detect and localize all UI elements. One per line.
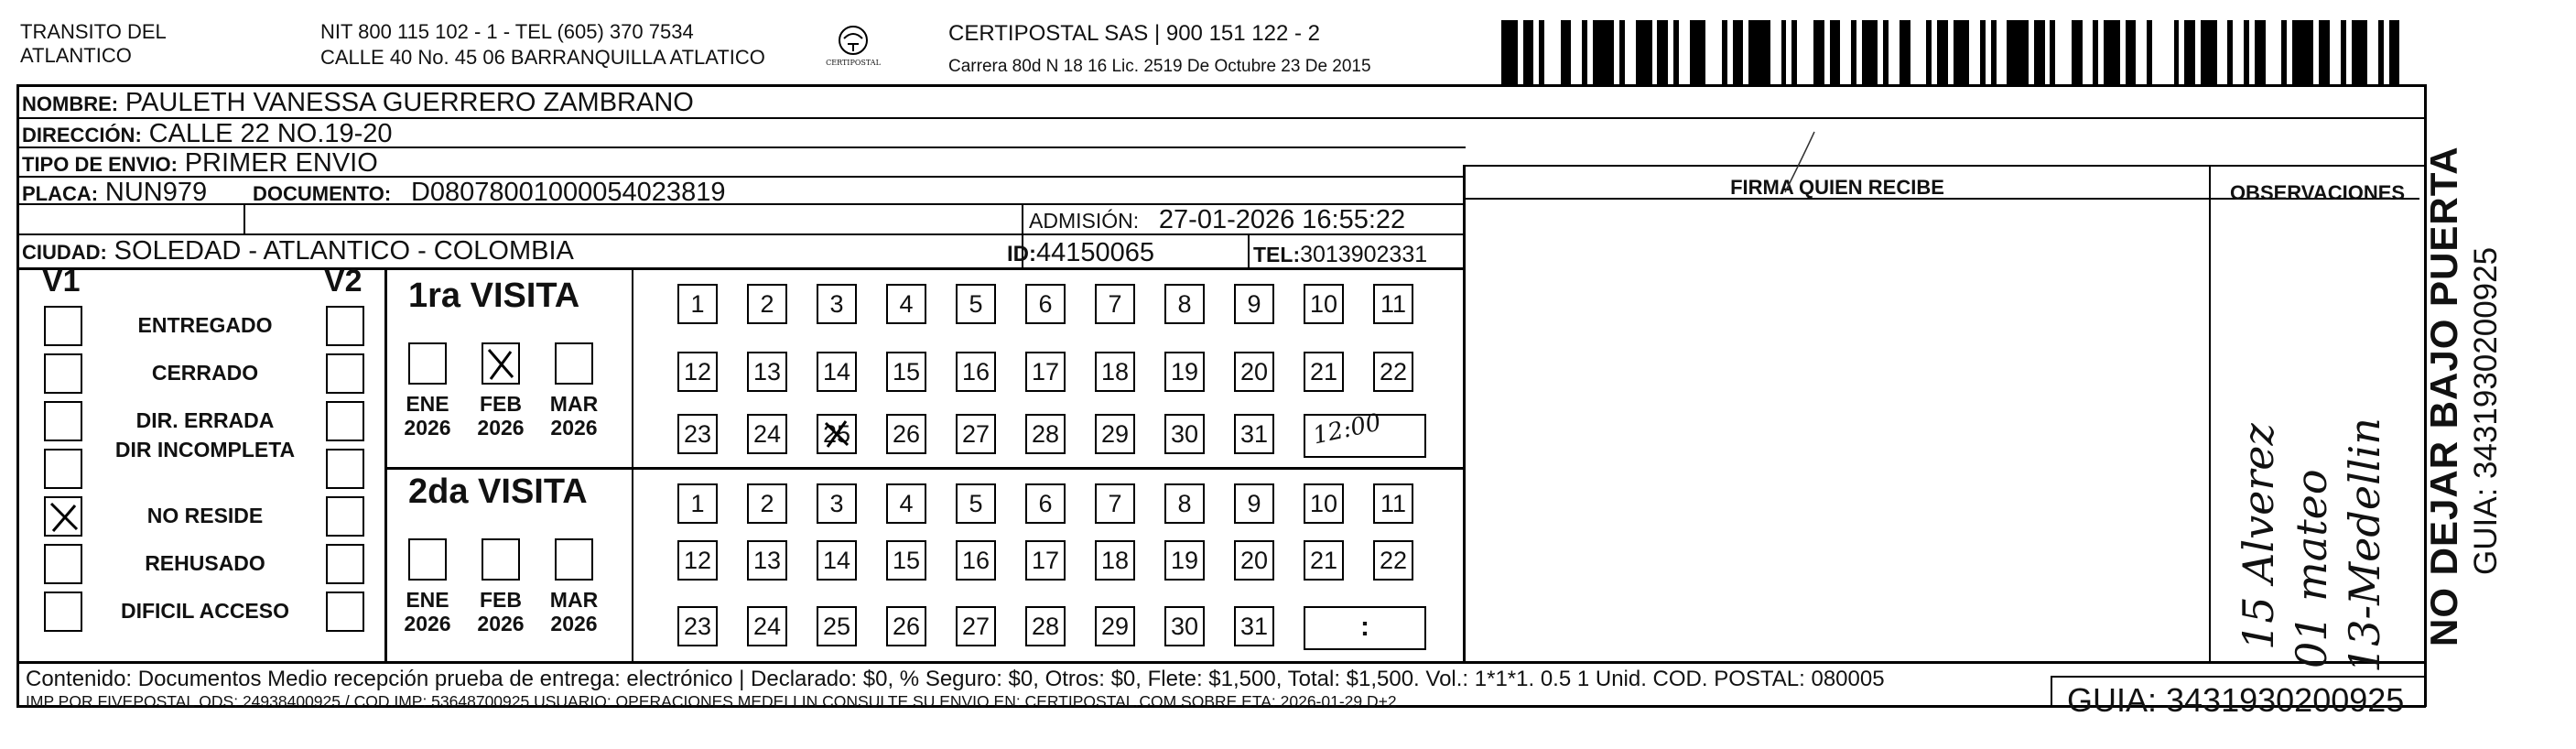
day-box[interactable]: 6 <box>1025 483 1066 524</box>
address-field <box>22 119 393 150</box>
day-box[interactable]: 3 <box>817 483 857 524</box>
v2-label: V2 <box>324 264 363 299</box>
v1-checkbox[interactable] <box>44 449 82 489</box>
v2-checkbox[interactable] <box>326 544 364 584</box>
signature-title: FIRMA QUIEN RECIBE <box>1730 176 1944 199</box>
month-label: ENE 2026 <box>404 588 451 635</box>
day-box[interactable]: 12 <box>677 540 718 581</box>
v2-checkbox[interactable] <box>326 353 364 394</box>
day-box[interactable]: 29 <box>1095 606 1135 646</box>
month-checkbox-ene[interactable] <box>408 342 447 385</box>
day-box[interactable]: 6 <box>1025 284 1066 324</box>
id-label: ID: <box>1007 242 1036 266</box>
address-label: DIRECCIÓN: <box>22 124 142 147</box>
v2-checkbox[interactable] <box>326 401 364 441</box>
day-box[interactable]: 11 <box>1373 483 1413 524</box>
day-box[interactable]: 4 <box>886 284 926 324</box>
day-box[interactable]: 5 <box>956 483 996 524</box>
day-box[interactable]: 25 <box>817 414 857 454</box>
v2-checkbox[interactable] <box>326 496 364 537</box>
id-value: 44150065 <box>1036 238 1155 267</box>
month-checkbox-feb[interactable] <box>482 538 520 581</box>
month-label: MAR 2026 <box>549 588 599 635</box>
day-box[interactable]: 24 <box>747 414 787 454</box>
v2-checkbox[interactable] <box>326 592 364 632</box>
company-name-line2: ATLANTICO <box>20 44 132 67</box>
name-label: NOMBRE: <box>22 92 119 115</box>
day-box[interactable]: 1 <box>677 284 718 324</box>
first-visit-time-box[interactable] <box>1304 408 1426 458</box>
day-box[interactable]: 28 <box>1025 414 1066 454</box>
admission-value: 27-01-2026 16:55:22 <box>1158 205 1406 234</box>
day-box[interactable]: 11 <box>1373 284 1413 324</box>
day-box[interactable]: 19 <box>1164 352 1205 392</box>
v1-checkbox[interactable] <box>44 592 82 632</box>
v2-checkbox[interactable] <box>326 449 364 489</box>
day-box[interactable]: 1 <box>677 483 718 524</box>
tel-field <box>1253 240 1427 270</box>
second-visit-time-box[interactable]: : <box>1304 606 1426 650</box>
observation-handwriting-2: 01 mateo <box>2287 469 2336 668</box>
month-checkbox-ene[interactable] <box>408 538 447 581</box>
day-box[interactable]: 9 <box>1234 284 1274 324</box>
courier-address: Carrera 80d N 18 16 Lic. 2519 De Octubre 23 De 2015 <box>948 57 1371 76</box>
admission-label: ADMISIÓN: <box>1029 209 1140 233</box>
day-box[interactable]: 29 <box>1095 414 1135 454</box>
day-box[interactable]: 13 <box>747 540 787 581</box>
v1-checkbox[interactable] <box>44 544 82 584</box>
side-warning: NO DEJAR BAJO PUERTA <box>2422 146 2465 646</box>
second-visit-title: 2da VISITA <box>408 472 588 511</box>
status-label: DIFICIL ACCESO <box>120 599 289 623</box>
v1-checkbox[interactable] <box>44 401 82 441</box>
day-box[interactable]: 28 <box>1025 606 1066 646</box>
day-box[interactable]: 13 <box>747 352 787 392</box>
send-type-value: PRIMER ENVIO <box>184 148 378 178</box>
name-field <box>22 88 694 119</box>
tel-value: 3013902331 <box>1300 242 1428 267</box>
contents-line: Contenido: Documentos Medio recepción prueba de entrega: electrónico | Declarado: $0, % Seguro: $0, Otros: $0, Flete: $1,500, Total: $1,500. Vol.: 1*1*1. 0.5 1 Unid. COD. POSTAL: 080005 <box>26 667 1885 691</box>
company-address: CALLE 40 No. 45 06 BARRANQUILLA ATLATICO <box>320 46 765 69</box>
barcode <box>1501 20 2417 84</box>
month-checkbox-mar[interactable] <box>555 342 593 385</box>
company-name-line1: TRANSITO DEL <box>20 20 167 43</box>
day-box[interactable]: 8 <box>1164 483 1205 524</box>
logo-text: CERTIPOSTAL <box>826 59 881 67</box>
day-box[interactable]: 24 <box>747 606 787 646</box>
day-box[interactable]: 26 <box>886 606 926 646</box>
day-box[interactable]: 10 <box>1304 284 1344 324</box>
day-box[interactable]: 21 <box>1304 352 1344 392</box>
city-value: SOLEDAD - ATLANTICO - COLOMBIA <box>114 236 574 266</box>
city-field <box>22 236 574 267</box>
send-type-label: TIPO DE ENVIO: <box>22 153 178 176</box>
day-box[interactable]: 17 <box>1025 540 1066 581</box>
address-value: CALLE 22 NO.19-20 <box>148 119 393 148</box>
day-box[interactable]: 16 <box>956 352 996 392</box>
status-label: DIR INCOMPLETA <box>114 438 296 461</box>
status-label: ENTREGADO <box>137 313 273 337</box>
day-box[interactable]: 23 <box>677 606 718 646</box>
admission-field <box>1029 205 1405 235</box>
document-field <box>253 178 725 209</box>
day-box[interactable]: 31 <box>1234 414 1274 454</box>
day-box[interactable]: 18 <box>1095 540 1135 581</box>
v1-checkbox[interactable] <box>44 353 82 394</box>
day-box[interactable]: 10 <box>1304 483 1344 524</box>
status-label: CERRADO <box>151 361 259 385</box>
day-box[interactable]: 4 <box>886 483 926 524</box>
day-box[interactable]: 22 <box>1373 352 1413 392</box>
courier-name: CERTIPOSTAL SAS | 900 151 122 - 2 <box>948 21 1320 46</box>
day-box[interactable]: 2 <box>747 483 787 524</box>
imp-line: IMP POR FIVEPOSTAL ODS: 24938400925 / COD.IMP: 53648700925 USUARIO: OPERACIONES MEDELLIN CONSULTE SU ENVIO EN: CERTIPOSTAL.COM SOBRE ETA: 2026-01-29 D+2 <box>26 692 1397 711</box>
day-box[interactable]: 26 <box>886 414 926 454</box>
plate-value: NUN979 <box>104 178 208 207</box>
day-box[interactable]: 5 <box>956 284 996 324</box>
day-box[interactable]: 30 <box>1164 606 1205 646</box>
day-box[interactable]: 31 <box>1234 606 1274 646</box>
nit-phone: NIT 800 115 102 - 1 - TEL (605) 370 7534 <box>320 20 694 43</box>
name-value: PAULETH VANESSA GUERRERO ZAMBRANO <box>124 88 694 117</box>
day-box[interactable]: 12 <box>677 352 718 392</box>
month-label: MAR 2026 <box>549 392 599 440</box>
day-box[interactable]: 27 <box>956 414 996 454</box>
day-box[interactable]: 14 <box>817 352 857 392</box>
day-box[interactable]: 8 <box>1164 284 1205 324</box>
first-visit-title: 1ra VISITA <box>408 277 580 315</box>
v1-label: V1 <box>42 264 81 299</box>
day-box[interactable]: 7 <box>1095 483 1135 524</box>
status-label: DIR. ERRADA <box>135 408 275 432</box>
day-box[interactable]: 14 <box>817 540 857 581</box>
day-box[interactable]: 20 <box>1234 352 1274 392</box>
day-box[interactable]: 19 <box>1164 540 1205 581</box>
tel-label: TEL: <box>1253 243 1301 266</box>
month-label: FEB 2026 <box>477 588 525 635</box>
city-label: CIUDAD: <box>22 241 107 264</box>
observation-handwriting-3: 13-Medellin <box>2340 418 2389 673</box>
day-box[interactable]: 25 <box>817 606 857 646</box>
day-box[interactable]: 3 <box>817 284 857 324</box>
document-value: D08078001000054023819 <box>410 178 726 207</box>
footer-guide: GUIA: 3431930200925 <box>2067 681 2405 719</box>
day-box[interactable]: 27 <box>956 606 996 646</box>
observation-handwriting-1: 15 Alverez <box>2234 423 2283 650</box>
day-box[interactable]: 2 <box>747 284 787 324</box>
month-label: ENE 2026 <box>404 392 451 440</box>
month-label: FEB 2026 <box>477 392 525 440</box>
month-checkbox-feb[interactable] <box>482 342 520 385</box>
status-label: REHUSADO <box>145 551 265 575</box>
send-type-field <box>22 148 378 179</box>
day-box[interactable]: 9 <box>1234 483 1274 524</box>
day-box[interactable]: 22 <box>1373 540 1413 581</box>
day-box[interactable]: 16 <box>956 540 996 581</box>
document-label: DOCUMENTO: <box>253 182 392 205</box>
side-guide: GUIA: 3431930200925 <box>2468 246 2504 575</box>
signature-stroke <box>1767 128 1822 201</box>
plate-label: PLACA: <box>22 182 99 205</box>
day-box[interactable]: 17 <box>1025 352 1066 392</box>
v1-checkbox[interactable] <box>44 496 82 537</box>
observations-title: OBSERVACIONES <box>2229 181 2406 204</box>
day-box[interactable]: 21 <box>1304 540 1344 581</box>
certipostal-logo <box>826 20 881 77</box>
day-box[interactable]: 30 <box>1164 414 1205 454</box>
day-box[interactable]: 18 <box>1095 352 1135 392</box>
status-label: NO RESIDE <box>146 504 264 527</box>
id-field <box>1007 238 1154 269</box>
v1-checkbox[interactable] <box>44 306 82 346</box>
day-box[interactable]: 20 <box>1234 540 1274 581</box>
v2-checkbox[interactable] <box>326 306 364 346</box>
day-box[interactable]: 23 <box>677 414 718 454</box>
month-checkbox-mar[interactable] <box>555 538 593 581</box>
first-visit-time: 12:00 <box>1310 408 1384 450</box>
plate-field <box>22 178 207 209</box>
day-box[interactable]: 7 <box>1095 284 1135 324</box>
day-box[interactable]: 15 <box>886 352 926 392</box>
day-box[interactable]: 15 <box>886 540 926 581</box>
